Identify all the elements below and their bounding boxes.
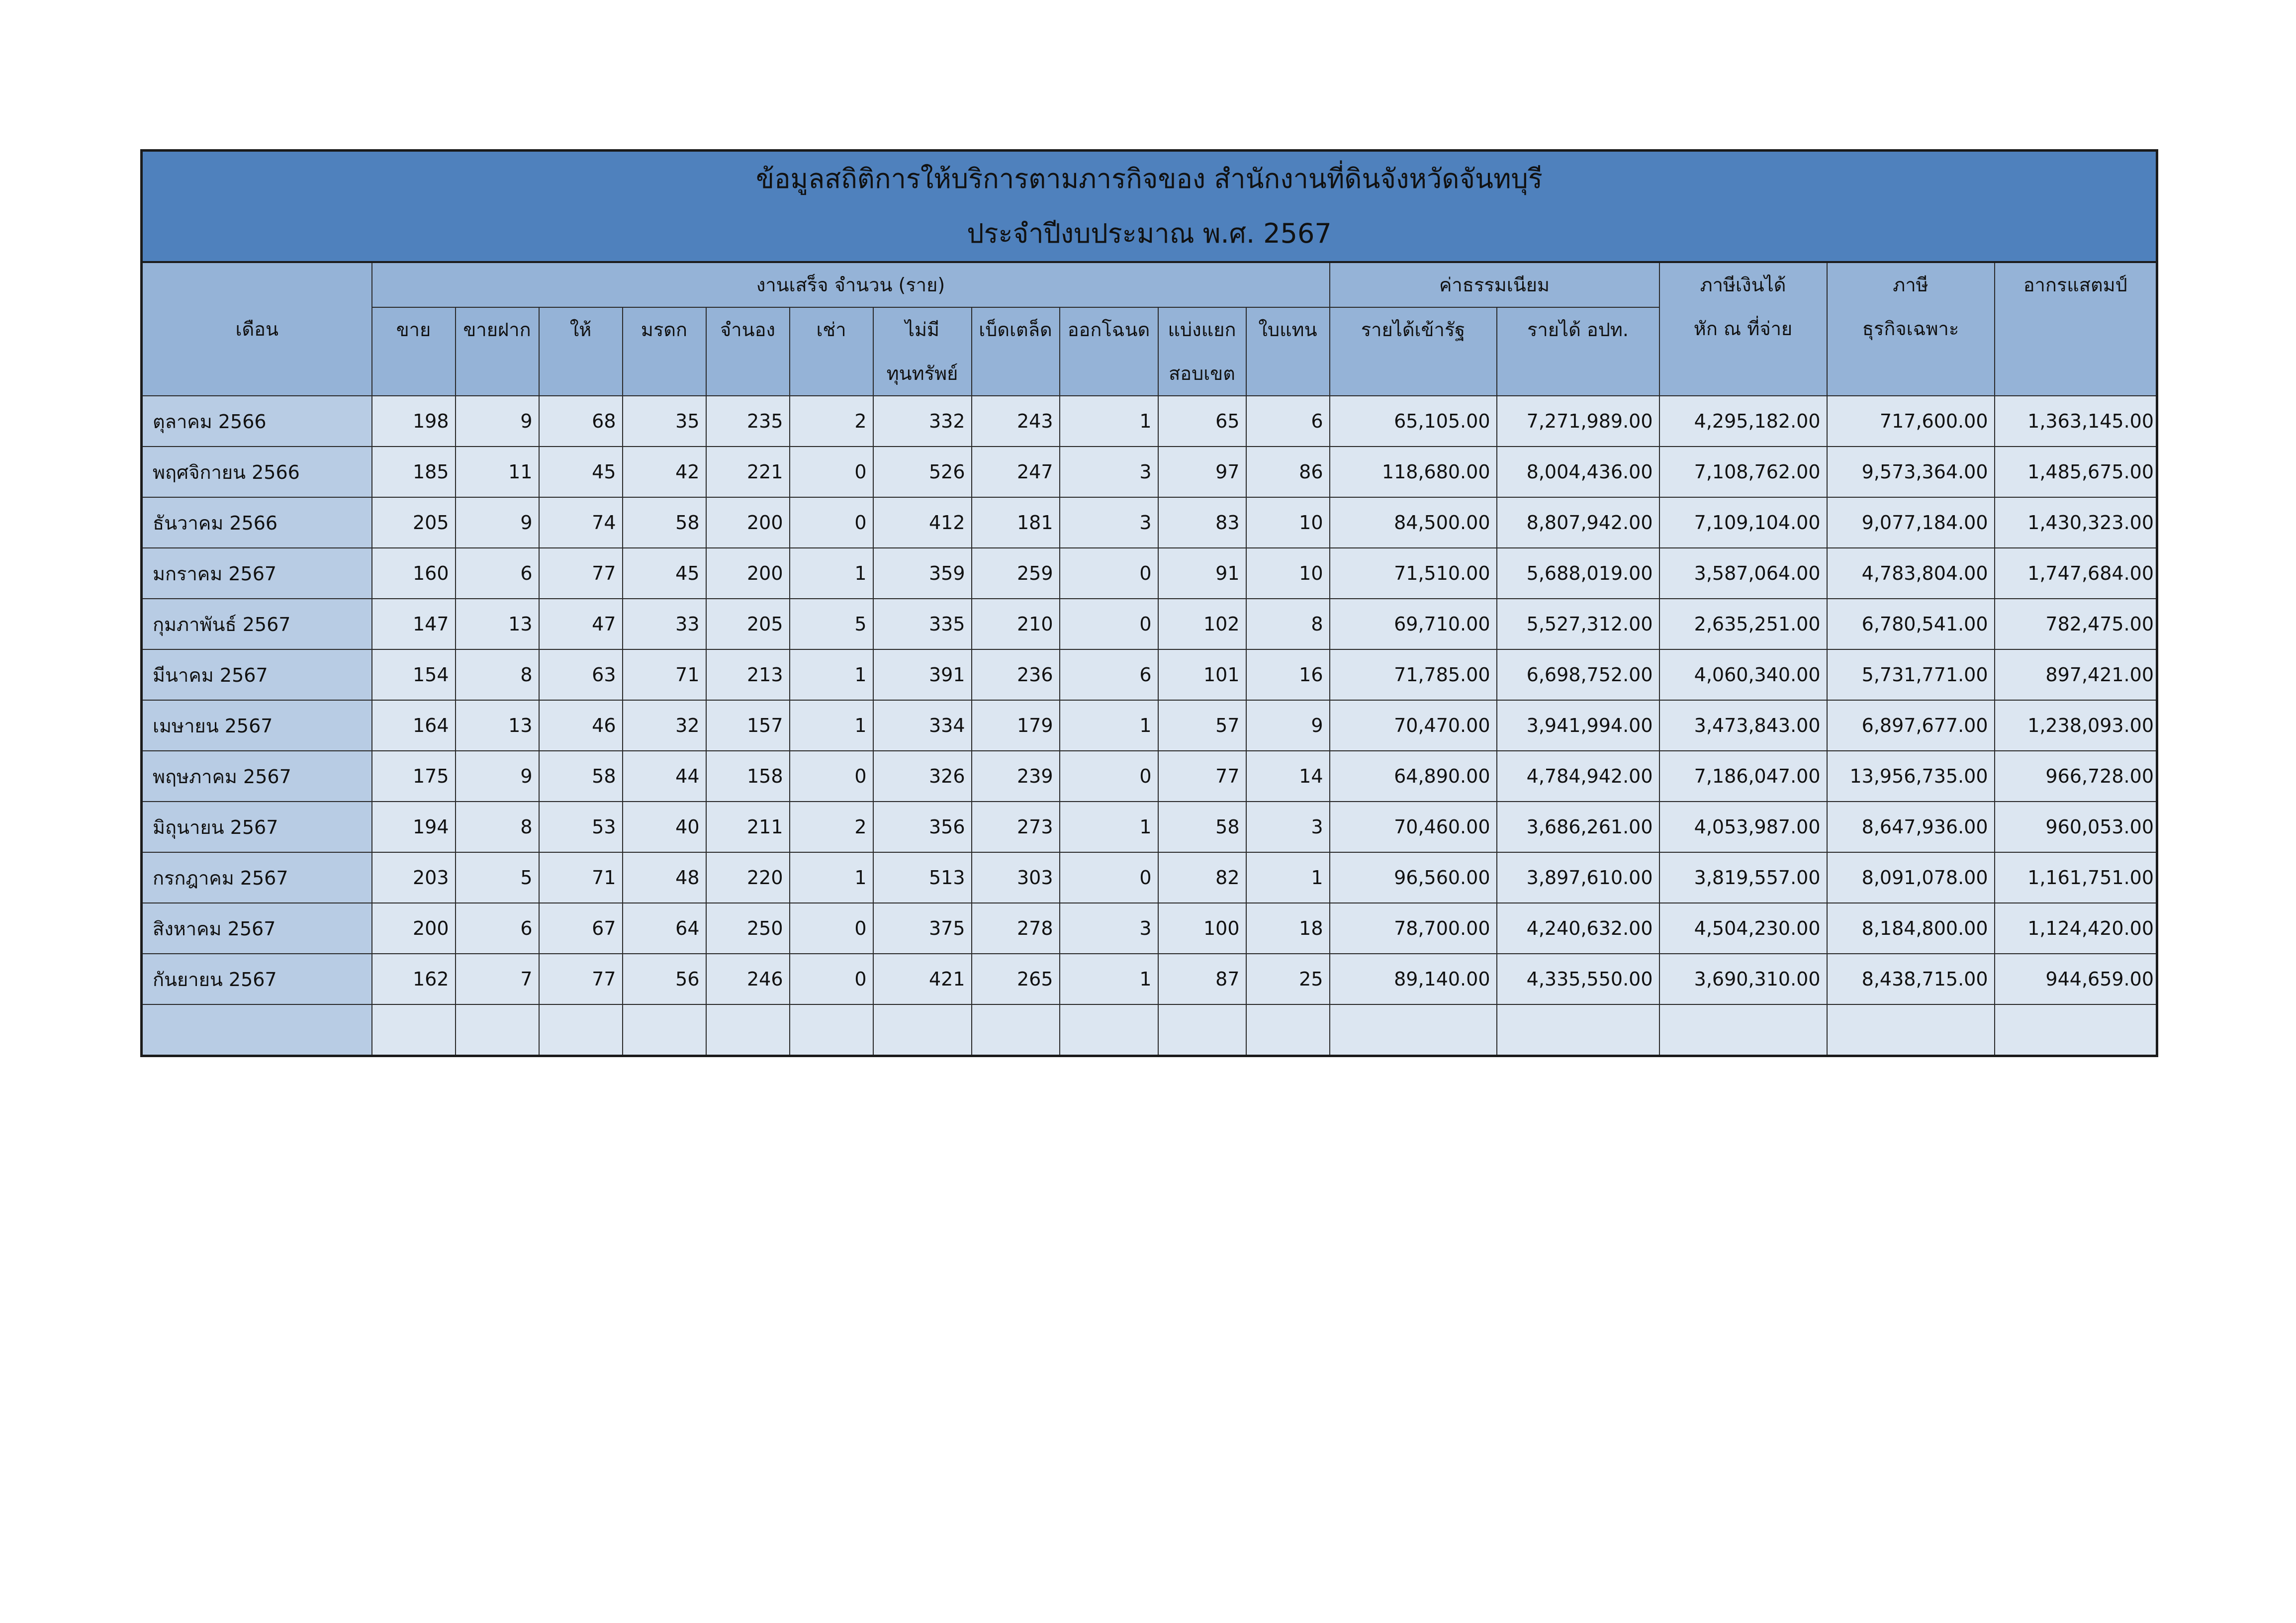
value-cell: 944,659.00: [1995, 954, 2157, 1004]
value-cell: 71,785.00: [1330, 649, 1497, 700]
value-cell: 40: [623, 802, 706, 852]
empty-cell: [1995, 1004, 2157, 1056]
value-cell: 64,890.00: [1330, 751, 1497, 802]
value-cell: 8: [1246, 599, 1330, 649]
value-cell: 70,460.00: [1330, 802, 1497, 852]
value-cell: 9,573,364.00: [1827, 447, 1995, 497]
empty-cell: [1060, 1004, 1158, 1056]
value-cell: 6: [456, 903, 539, 954]
month-cell: สิงหาคม 2567: [142, 903, 372, 954]
value-cell: 6: [1246, 396, 1330, 447]
value-cell: 13: [456, 700, 539, 751]
header-no-capital-line2: ทุนทรัพย์: [886, 362, 958, 384]
value-cell: 198: [372, 396, 456, 447]
empty-month-cell: [142, 1004, 372, 1056]
value-cell: 11: [456, 447, 539, 497]
value-cell: 179: [972, 700, 1060, 751]
value-cell: 8,004,436.00: [1497, 447, 1659, 497]
value-cell: 64: [623, 903, 706, 954]
value-cell: 3,819,557.00: [1659, 852, 1827, 903]
value-cell: 0: [790, 903, 873, 954]
table-row: [142, 599, 2157, 649]
value-cell: 7,271,989.00: [1497, 396, 1659, 447]
value-cell: 200: [706, 497, 790, 548]
value-cell: 2,635,251.00: [1659, 599, 1827, 649]
table-row: [142, 751, 2157, 802]
value-cell: 118,680.00: [1330, 447, 1497, 497]
header-sale: ขาย: [372, 307, 456, 396]
value-cell: 0: [1060, 599, 1158, 649]
value-cell: 58: [1158, 802, 1246, 852]
value-cell: 303: [972, 852, 1060, 903]
header-business-tax-line2: ธุรกิจเฉพาะ: [1862, 318, 1959, 340]
value-cell: 0: [1060, 751, 1158, 802]
value-cell: 9: [456, 751, 539, 802]
value-cell: 194: [372, 802, 456, 852]
value-cell: 1,430,323.00: [1995, 497, 2157, 548]
value-cell: 5: [790, 599, 873, 649]
header-misc: เบ็ดเตล็ด: [972, 307, 1060, 396]
value-cell: 16: [1246, 649, 1330, 700]
value-cell: 157: [706, 700, 790, 751]
value-cell: 782,475.00: [1995, 599, 2157, 649]
value-cell: 1,485,675.00: [1995, 447, 2157, 497]
table-row: [142, 396, 2157, 447]
value-cell: 8: [456, 649, 539, 700]
value-cell: 213: [706, 649, 790, 700]
value-cell: 205: [372, 497, 456, 548]
value-cell: 68: [539, 396, 623, 447]
header-business-tax: [1827, 262, 1995, 396]
value-cell: 5,731,771.00: [1827, 649, 1995, 700]
value-cell: 102: [1158, 599, 1246, 649]
value-cell: 265: [972, 954, 1060, 1004]
value-cell: 246: [706, 954, 790, 1004]
header-gift: ให้: [539, 307, 623, 396]
value-cell: 70,470.00: [1330, 700, 1497, 751]
value-cell: 25: [1246, 954, 1330, 1004]
value-cell: 7,186,047.00: [1659, 751, 1827, 802]
header-state-revenue: รายได้เข้ารัฐ: [1330, 307, 1497, 396]
value-cell: 5,527,312.00: [1497, 599, 1659, 649]
month-cell: พฤษภาคม 2567: [142, 751, 372, 802]
month-cell: พฤศจิกายน 2566: [142, 447, 372, 497]
value-cell: 181: [972, 497, 1060, 548]
header-subdivide-line1: แบ่งแยก: [1168, 319, 1236, 341]
header-month: เดือน: [142, 262, 372, 396]
value-cell: 513: [873, 852, 972, 903]
value-cell: 3: [1060, 497, 1158, 548]
value-cell: 1,363,145.00: [1995, 396, 2157, 447]
month-cell: มีนาคม 2567: [142, 649, 372, 700]
value-cell: 412: [873, 497, 972, 548]
value-cell: 7: [456, 954, 539, 1004]
value-cell: 332: [873, 396, 972, 447]
value-cell: 8,807,942.00: [1497, 497, 1659, 548]
value-cell: 71: [623, 649, 706, 700]
table-row: [142, 954, 2157, 1004]
header-sale-redemption: ขายฝาก: [456, 307, 539, 396]
header-fees-group: ค่าธรรมเนียม: [1330, 262, 1659, 307]
value-cell: 18: [1246, 903, 1330, 954]
month-cell: กันยายน 2567: [142, 954, 372, 1004]
value-cell: 42: [623, 447, 706, 497]
value-cell: 243: [972, 396, 1060, 447]
header-mortgage: จำนอง: [706, 307, 790, 396]
value-cell: 63: [539, 649, 623, 700]
value-cell: 44: [623, 751, 706, 802]
value-cell: 391: [873, 649, 972, 700]
value-cell: 6,897,677.00: [1827, 700, 1995, 751]
value-cell: 211: [706, 802, 790, 852]
value-cell: 35: [623, 396, 706, 447]
value-cell: 326: [873, 751, 972, 802]
value-cell: 1: [1246, 852, 1330, 903]
value-cell: 4,504,230.00: [1659, 903, 1827, 954]
table-row: [142, 497, 2157, 548]
empty-cell: [623, 1004, 706, 1056]
value-cell: 421: [873, 954, 972, 1004]
value-cell: 9: [456, 497, 539, 548]
value-cell: 6,698,752.00: [1497, 649, 1659, 700]
empty-cell: [372, 1004, 456, 1056]
value-cell: 2: [790, 802, 873, 852]
table-row: [142, 802, 2157, 852]
value-cell: 1,747,684.00: [1995, 548, 2157, 599]
value-cell: 48: [623, 852, 706, 903]
value-cell: 897,421.00: [1995, 649, 2157, 700]
value-cell: 65,105.00: [1330, 396, 1497, 447]
value-cell: 334: [873, 700, 972, 751]
value-cell: 1: [1060, 802, 1158, 852]
value-cell: 250: [706, 903, 790, 954]
value-cell: 7,108,762.00: [1659, 447, 1827, 497]
empty-row: [142, 1004, 2157, 1056]
value-cell: 375: [873, 903, 972, 954]
value-cell: 89,140.00: [1330, 954, 1497, 1004]
title-line-1: ข้อมูลสถิติการให้บริการตามภารกิจของ สำนักงานที่ดินจังหวัดจันทบุรี: [756, 163, 1543, 194]
month-cell: มิถุนายน 2567: [142, 802, 372, 852]
value-cell: 4,783,804.00: [1827, 548, 1995, 599]
value-cell: 77: [1158, 751, 1246, 802]
value-cell: 8,438,715.00: [1827, 954, 1995, 1004]
value-cell: 526: [873, 447, 972, 497]
value-cell: 4,053,987.00: [1659, 802, 1827, 852]
value-cell: 0: [790, 954, 873, 1004]
value-cell: 4,335,550.00: [1497, 954, 1659, 1004]
value-cell: 9,077,184.00: [1827, 497, 1995, 548]
value-cell: 220: [706, 852, 790, 903]
value-cell: 14: [1246, 751, 1330, 802]
value-cell: 162: [372, 954, 456, 1004]
header-title-deed: ออกโฉนด: [1060, 307, 1158, 396]
value-cell: 200: [372, 903, 456, 954]
empty-cell: [1659, 1004, 1827, 1056]
value-cell: 3,897,610.00: [1497, 852, 1659, 903]
value-cell: 147: [372, 599, 456, 649]
empty-cell: [1158, 1004, 1246, 1056]
value-cell: 205: [706, 599, 790, 649]
value-cell: 8,184,800.00: [1827, 903, 1995, 954]
empty-cell: [1246, 1004, 1330, 1056]
value-cell: 3: [1246, 802, 1330, 852]
value-cell: 278: [972, 903, 1060, 954]
value-cell: 4,240,632.00: [1497, 903, 1659, 954]
value-cell: 1: [1060, 954, 1158, 1004]
value-cell: 5: [456, 852, 539, 903]
empty-cell: [456, 1004, 539, 1056]
value-cell: 2: [790, 396, 873, 447]
value-cell: 77: [539, 954, 623, 1004]
value-cell: 235: [706, 396, 790, 447]
value-cell: 8,647,936.00: [1827, 802, 1995, 852]
header-subdivide-line2: สอบเขต: [1169, 362, 1235, 384]
value-cell: 1,161,751.00: [1995, 852, 2157, 903]
value-cell: 96,560.00: [1330, 852, 1497, 903]
value-cell: 239: [972, 751, 1060, 802]
value-cell: 3,941,994.00: [1497, 700, 1659, 751]
value-cell: 57: [1158, 700, 1246, 751]
value-cell: 259: [972, 548, 1060, 599]
table-title: [142, 151, 2157, 263]
value-cell: 960,053.00: [1995, 802, 2157, 852]
value-cell: 9: [1246, 700, 1330, 751]
value-cell: 71,510.00: [1330, 548, 1497, 599]
empty-cell: [1497, 1004, 1659, 1056]
value-cell: 4,295,182.00: [1659, 396, 1827, 447]
header-income-tax-line1: ภาษีเงินได้: [1700, 274, 1786, 296]
header-inheritance: มรดก: [623, 307, 706, 396]
header-stamp-duty: อากรแสตมป์: [1995, 262, 2157, 396]
header-no-capital: [873, 307, 972, 396]
value-cell: 247: [972, 447, 1060, 497]
value-cell: 3,473,843.00: [1659, 700, 1827, 751]
empty-cell: [873, 1004, 972, 1056]
header-income-tax-line2: หัก ณ ที่จ่าย: [1693, 318, 1793, 340]
value-cell: 58: [623, 497, 706, 548]
header-local-revenue: รายได้ อปท.: [1497, 307, 1659, 396]
value-cell: 6: [1060, 649, 1158, 700]
value-cell: 3,587,064.00: [1659, 548, 1827, 599]
value-cell: 966,728.00: [1995, 751, 2157, 802]
value-cell: 86: [1246, 447, 1330, 497]
value-cell: 97: [1158, 447, 1246, 497]
value-cell: 164: [372, 700, 456, 751]
value-cell: 13: [456, 599, 539, 649]
value-cell: 53: [539, 802, 623, 852]
empty-cell: [539, 1004, 623, 1056]
value-cell: 221: [706, 447, 790, 497]
value-cell: 203: [372, 852, 456, 903]
value-cell: 58: [539, 751, 623, 802]
value-cell: 210: [972, 599, 1060, 649]
value-cell: 65: [1158, 396, 1246, 447]
header-replacement: ใบแทน: [1246, 307, 1330, 396]
value-cell: 1,124,420.00: [1995, 903, 2157, 954]
value-cell: 0: [790, 751, 873, 802]
empty-cell: [1330, 1004, 1497, 1056]
value-cell: 13,956,735.00: [1827, 751, 1995, 802]
header-lease: เช่า: [790, 307, 873, 396]
value-cell: 101: [1158, 649, 1246, 700]
value-cell: 82: [1158, 852, 1246, 903]
header-business-tax-line1: ภาษี: [1893, 274, 1929, 296]
value-cell: 45: [539, 447, 623, 497]
value-cell: 6,780,541.00: [1827, 599, 1995, 649]
value-cell: 69,710.00: [1330, 599, 1497, 649]
empty-cell: [790, 1004, 873, 1056]
table-row: [142, 548, 2157, 599]
value-cell: 0: [1060, 852, 1158, 903]
value-cell: 84,500.00: [1330, 497, 1497, 548]
table-row: [142, 700, 2157, 751]
empty-cell: [972, 1004, 1060, 1056]
value-cell: 3: [1060, 447, 1158, 497]
value-cell: 56: [623, 954, 706, 1004]
value-cell: 160: [372, 548, 456, 599]
value-cell: 154: [372, 649, 456, 700]
value-cell: 335: [873, 599, 972, 649]
table-row: [142, 852, 2157, 903]
value-cell: 200: [706, 548, 790, 599]
value-cell: 236: [972, 649, 1060, 700]
table-row: [142, 903, 2157, 954]
value-cell: 1: [1060, 396, 1158, 447]
value-cell: 3,686,261.00: [1497, 802, 1659, 852]
month-cell: กรกฎาคม 2567: [142, 852, 372, 903]
value-cell: 1: [790, 649, 873, 700]
value-cell: 4,784,942.00: [1497, 751, 1659, 802]
value-cell: 185: [372, 447, 456, 497]
value-cell: 74: [539, 497, 623, 548]
value-cell: 45: [623, 548, 706, 599]
value-cell: 32: [623, 700, 706, 751]
value-cell: 356: [873, 802, 972, 852]
header-no-capital-line1: ไม่มี: [905, 319, 940, 341]
month-cell: ธันวาคม 2566: [142, 497, 372, 548]
value-cell: 3,690,310.00: [1659, 954, 1827, 1004]
value-cell: 175: [372, 751, 456, 802]
header-completed-group: งานเสร็จ จำนวน (ราย): [372, 262, 1330, 307]
value-cell: 100: [1158, 903, 1246, 954]
value-cell: 9: [456, 396, 539, 447]
value-cell: 10: [1246, 548, 1330, 599]
value-cell: 46: [539, 700, 623, 751]
value-cell: 10: [1246, 497, 1330, 548]
value-cell: 0: [790, 497, 873, 548]
value-cell: 67: [539, 903, 623, 954]
value-cell: 77: [539, 548, 623, 599]
table-row: [142, 447, 2157, 497]
value-cell: 717,600.00: [1827, 396, 1995, 447]
value-cell: 8: [456, 802, 539, 852]
table-row: [142, 649, 2157, 700]
value-cell: 87: [1158, 954, 1246, 1004]
value-cell: 0: [1060, 548, 1158, 599]
month-cell: มกราคม 2567: [142, 548, 372, 599]
value-cell: 33: [623, 599, 706, 649]
value-cell: 1: [790, 700, 873, 751]
header-subdivide: [1158, 307, 1246, 396]
value-cell: 47: [539, 599, 623, 649]
value-cell: 1: [790, 852, 873, 903]
value-cell: 78,700.00: [1330, 903, 1497, 954]
value-cell: 5,688,019.00: [1497, 548, 1659, 599]
value-cell: 359: [873, 548, 972, 599]
value-cell: 91: [1158, 548, 1246, 599]
value-cell: 7,109,104.00: [1659, 497, 1827, 548]
value-cell: 3: [1060, 903, 1158, 954]
value-cell: 6: [456, 548, 539, 599]
value-cell: 83: [1158, 497, 1246, 548]
value-cell: 4,060,340.00: [1659, 649, 1827, 700]
value-cell: 1: [1060, 700, 1158, 751]
empty-cell: [706, 1004, 790, 1056]
empty-cell: [1827, 1004, 1995, 1056]
month-cell: ตุลาคม 2566: [142, 396, 372, 447]
month-cell: เมษายน 2567: [142, 700, 372, 751]
value-cell: 1,238,093.00: [1995, 700, 2157, 751]
value-cell: 1: [790, 548, 873, 599]
value-cell: 8,091,078.00: [1827, 852, 1995, 903]
value-cell: 0: [790, 447, 873, 497]
header-income-tax: [1659, 262, 1827, 396]
statistics-table: [140, 149, 2158, 1057]
month-cell: กุมภาพันธ์ 2567: [142, 599, 372, 649]
value-cell: 71: [539, 852, 623, 903]
title-line-2: ประจำปีงบประมาณ พ.ศ. 2567: [967, 218, 1332, 249]
value-cell: 158: [706, 751, 790, 802]
value-cell: 273: [972, 802, 1060, 852]
